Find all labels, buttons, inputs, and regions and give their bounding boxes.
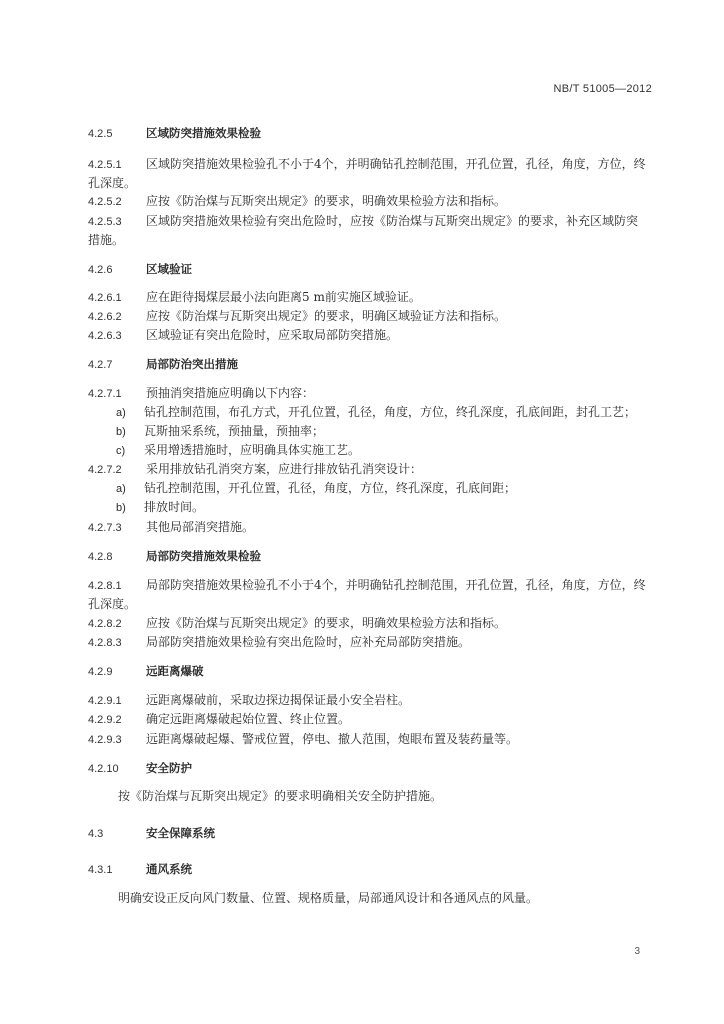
page-number: 3 bbox=[634, 946, 640, 957]
clause-text: 采用排放钻孔消突方案，应进行排放钻孔消突设计： bbox=[146, 462, 423, 476]
clause bbox=[88, 693, 652, 708]
list-item bbox=[116, 424, 652, 439]
clause bbox=[88, 328, 652, 343]
clause bbox=[88, 520, 652, 535]
section-number: 4.2.5 bbox=[88, 128, 113, 140]
list-marker: b) bbox=[116, 502, 126, 514]
section-number: 4.3.1 bbox=[88, 864, 113, 876]
clause bbox=[88, 732, 652, 747]
clause bbox=[88, 214, 652, 229]
clause-number: 4.2.6.1 bbox=[88, 292, 122, 304]
clause-number: 4.2.8.1 bbox=[88, 580, 122, 592]
clause-number: 4.2.8.3 bbox=[88, 637, 122, 649]
list-item bbox=[116, 481, 652, 496]
section-number: 4.2.10 bbox=[88, 763, 119, 775]
clause-number: 4.2.9.3 bbox=[88, 734, 122, 746]
clause bbox=[88, 635, 652, 650]
clause-number: 4.2.5.1 bbox=[88, 159, 122, 171]
section-heading bbox=[88, 357, 652, 372]
section-title: 局部防治突出措施 bbox=[146, 357, 238, 371]
list-item-text: 排放时间。 bbox=[144, 500, 205, 514]
section-number: 4.3 bbox=[88, 828, 104, 840]
clause-text: 区域防突措施效果检验孔不小于4个，并明确钻孔控制范围，开孔位置，孔径，角度，方位，终 bbox=[146, 157, 646, 171]
clause-text: 远距离爆破前，采取边探边揭保证最小安全岩柱。 bbox=[146, 693, 411, 707]
section-heading bbox=[88, 262, 652, 277]
clause bbox=[88, 309, 652, 324]
paragraph: 明确安设正反向风门数量、位置、规格质量，局部通风设计和各通风点的风量。 bbox=[118, 891, 539, 905]
section-number: 4.2.7 bbox=[88, 359, 113, 371]
section-title: 远距离爆破 bbox=[146, 664, 204, 678]
list-marker: b) bbox=[116, 426, 126, 438]
clause bbox=[88, 616, 652, 631]
paragraph: 按《防治煤与瓦斯突出规定》的要求明确相关安全防护措施。 bbox=[118, 789, 443, 803]
section-title: 通风系统 bbox=[146, 862, 192, 876]
section-title: 区域防突措施效果检验 bbox=[146, 126, 261, 140]
clause-text: 局部防突措施效果检验孔不小于4个，并明确钻孔控制范围，开孔位置，孔径，角度，方位，终 bbox=[146, 578, 646, 592]
clause bbox=[88, 386, 652, 401]
clause-text: 远距离爆破起爆、警戒位置，停电、撤人范围，炮眼布置及装药量等。 bbox=[146, 732, 519, 746]
clause-number: 4.2.5.2 bbox=[88, 196, 122, 208]
clause-number: 4.2.7.3 bbox=[88, 522, 122, 534]
clause-text: 应按《防治煤与瓦斯突出规定》的要求，明确效果检验方法和指标。 bbox=[146, 194, 507, 208]
list-item bbox=[116, 405, 652, 420]
section-number: 4.2.8 bbox=[88, 551, 113, 563]
clause-number: 4.2.6.2 bbox=[88, 311, 122, 323]
clause-text: 确定远距离爆破起始位置、终止位置。 bbox=[146, 712, 351, 726]
list-marker: a) bbox=[116, 483, 126, 495]
clause bbox=[88, 462, 652, 477]
list-item-text: 钻孔控制范围，布孔方式，开孔位置，孔径，角度，方位，终孔深度，孔底间距，封孔工艺； bbox=[144, 405, 637, 419]
clause-text: 区域验证有突出危险时，应采取局部防突措施。 bbox=[146, 328, 399, 342]
section-heading bbox=[88, 664, 652, 679]
clause-continuation: 孔深度。 bbox=[88, 176, 137, 190]
clause-continuation: 孔深度。 bbox=[88, 597, 137, 611]
list-marker: a) bbox=[116, 407, 126, 419]
section-title: 区域验证 bbox=[146, 262, 192, 276]
clause bbox=[88, 194, 652, 209]
section-title: 安全保障系统 bbox=[146, 826, 215, 840]
list-item-text: 采用增透措施时，应明确具体实施工艺。 bbox=[144, 443, 361, 457]
clause-number: 4.2.7.1 bbox=[88, 388, 122, 400]
document-code: NB/T 51005—2012 bbox=[553, 83, 652, 95]
section-number: 4.2.6 bbox=[88, 264, 113, 276]
list-item bbox=[116, 500, 652, 515]
clause-number: 4.2.7.2 bbox=[88, 464, 122, 476]
clause-text: 应在距待揭煤层最小法向距离5 m前实施区域验证。 bbox=[146, 290, 421, 304]
clause-text: 应按《防治煤与瓦斯突出规定》的要求，明确区域验证方法和指标。 bbox=[146, 309, 507, 323]
section-heading bbox=[88, 826, 652, 841]
clause-text: 局部防突措施效果检验有突出危险时，应补充局部防突措施。 bbox=[146, 635, 471, 649]
list-item-text: 瓦斯抽采系统，预抽量，预抽率； bbox=[144, 424, 325, 438]
section-title: 局部防突措施效果检验 bbox=[146, 549, 261, 563]
section-heading bbox=[88, 126, 652, 141]
clause bbox=[88, 157, 652, 172]
section-heading bbox=[88, 549, 652, 564]
list-marker: c) bbox=[116, 445, 126, 457]
clause-text: 其他局部消突措施。 bbox=[146, 520, 255, 534]
section-title: 安全防护 bbox=[146, 761, 192, 775]
clause-text: 应按《防治煤与瓦斯突出规定》的要求，明确效果检验方法和指标。 bbox=[146, 616, 507, 630]
clause-number: 4.2.9.1 bbox=[88, 695, 122, 707]
clause-text: 区域防突措施效果检验有突出危险时，应按《防治煤与瓦斯突出规定》的要求，补充区域防突 bbox=[146, 214, 639, 228]
clause-number: 4.2.5.3 bbox=[88, 216, 122, 228]
clause-number: 4.2.8.2 bbox=[88, 618, 122, 630]
clause-text: 预抽消突措施应明确以下内容： bbox=[146, 386, 315, 400]
clause bbox=[88, 290, 652, 305]
list-item-text: 钻孔控制范围，开孔位置，孔径，角度，方位，终孔深度，孔底间距； bbox=[144, 481, 517, 495]
clause bbox=[88, 578, 652, 593]
clause-number: 4.2.9.2 bbox=[88, 714, 122, 726]
clause bbox=[88, 712, 652, 727]
clause-continuation: 措施。 bbox=[88, 233, 125, 247]
list-item bbox=[116, 443, 652, 458]
section-heading bbox=[88, 761, 652, 776]
section-number: 4.2.9 bbox=[88, 666, 113, 678]
section-heading bbox=[88, 862, 652, 877]
clause-number: 4.2.6.3 bbox=[88, 330, 122, 342]
